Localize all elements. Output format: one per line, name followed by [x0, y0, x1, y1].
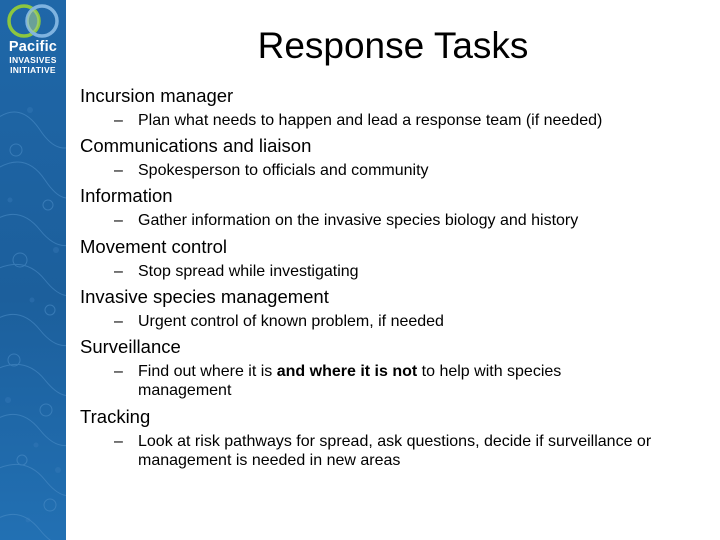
task-description-emphasis: and where it is not: [276, 363, 418, 380]
task-description-text: to help with species management: [138, 363, 562, 399]
task-heading: Tracking: [80, 406, 151, 427]
task-description-text: Plan what needs to happen and lead a response team (if needed): [138, 112, 603, 129]
logo-name-line1: Pacific: [8, 39, 58, 55]
task-description-text: Find out where it is: [138, 363, 277, 380]
task-item: [80, 134, 710, 184]
dash-bullet: –: [114, 433, 123, 450]
dash-bullet: –: [114, 162, 123, 179]
task-list: [80, 84, 710, 470]
task-description: [80, 432, 710, 470]
slide-title: Response Tasks: [257, 25, 529, 66]
task-description-text: Gather information on the invasive species biology and history: [138, 212, 579, 229]
dash-bullet: –: [114, 263, 123, 280]
dash-bullet: –: [114, 212, 123, 229]
logo-name-line2: INVASIVES: [9, 55, 57, 65]
task-description: [80, 262, 710, 281]
task-item: [80, 184, 710, 235]
task-description-text: Stop spread while investigating: [138, 263, 359, 280]
task-description: [80, 362, 710, 400]
task-item: [80, 84, 710, 134]
task-heading: Incursion manager: [80, 85, 234, 106]
task-item: [80, 405, 710, 470]
task-description-text: Look at risk pathways for spread, ask questions, decide if surveillance or management is needed in new areas: [138, 433, 652, 469]
task-description: [80, 312, 710, 331]
logo-rings-icon: [4, 2, 62, 42]
task-description: [80, 211, 710, 230]
dash-bullet: –: [114, 112, 123, 129]
task-item: [80, 335, 710, 405]
task-description: [80, 111, 710, 130]
task-heading: Invasive species management: [80, 286, 329, 307]
task-heading: Information: [80, 185, 173, 206]
dash-bullet: –: [114, 363, 123, 380]
task-description: [80, 161, 710, 180]
task-item: [80, 285, 710, 335]
task-heading: Movement control: [80, 236, 228, 257]
sidebar-band: [0, 0, 66, 540]
task-description-text: Urgent control of known problem, if needed: [138, 313, 444, 330]
logo-name-line3: INITIATIVE: [10, 65, 56, 75]
dash-bullet: –: [114, 313, 123, 330]
task-heading: Communications and liaison: [80, 135, 312, 156]
pacific-invasives-logo: [0, 0, 66, 84]
task-description-text: Spokesperson to officials and community: [138, 162, 429, 179]
task-item: [80, 235, 710, 285]
task-heading: Surveillance: [80, 336, 181, 357]
